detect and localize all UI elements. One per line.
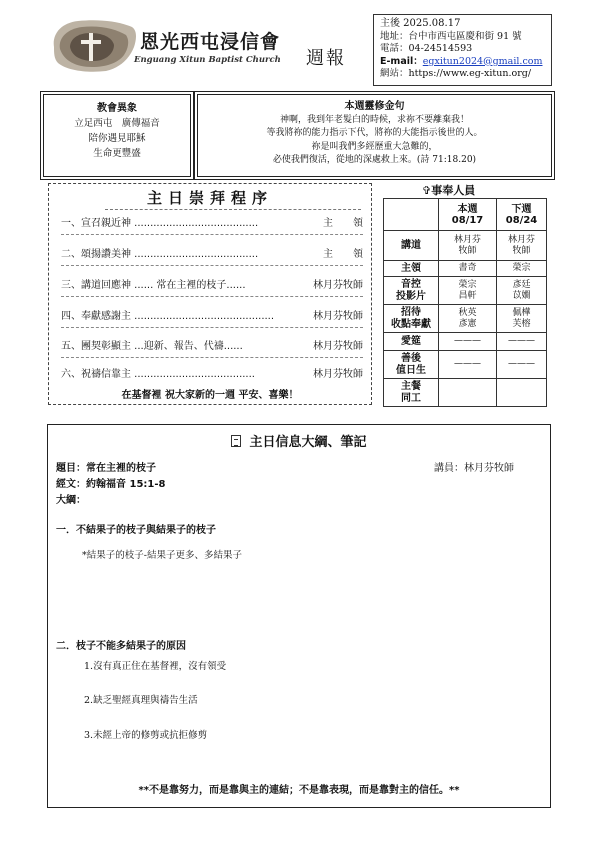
this-week-cell xyxy=(439,351,497,379)
phone: 電話：04-24514593 xyxy=(380,43,473,55)
program-item-person: 林月芬牧師 xyxy=(313,311,363,322)
verse-line: 必使我們復活，從地的深處救上來。(詩 71:18.20) xyxy=(272,155,477,165)
program-item xyxy=(61,337,363,351)
staff-name: 佩樺 xyxy=(512,307,531,318)
cross-logo-icon xyxy=(48,17,140,73)
role-cell xyxy=(384,333,439,351)
table-row xyxy=(384,261,547,277)
program-item-label: 四、奉獻感謝主 ............................................ xyxy=(61,311,275,322)
service-date: 主後 2025.08.17 xyxy=(380,18,461,29)
church-name-en: Enguang Xitun Baptist Church xyxy=(134,55,281,65)
outline-sub-point: 1.沒有真正住在基督裡，沒有領受 xyxy=(84,661,227,672)
contact-info-box xyxy=(373,14,552,86)
staff-name: 林月芬 xyxy=(453,234,481,245)
program-item xyxy=(61,276,363,290)
program-title: 主日崇拜程序 xyxy=(146,189,273,207)
this-week-cell xyxy=(439,379,497,407)
doc-title: 週報 xyxy=(306,48,346,69)
divider xyxy=(61,265,363,266)
staff-name: 昌軒 xyxy=(458,290,477,301)
next-week-cell xyxy=(497,351,547,379)
worship-program xyxy=(48,183,383,405)
divider xyxy=(61,327,363,328)
program-item-person: 林月芬牧師 xyxy=(313,280,363,291)
program-item-label: 一、宣召親近神 ....................................... xyxy=(61,218,259,229)
staff-name: 彥廷 xyxy=(512,279,531,290)
vision-line: 立足西屯 廣傳福音 xyxy=(74,118,160,129)
email-label: E-mail： xyxy=(380,55,423,67)
staff-name: 榮宗 xyxy=(458,279,477,290)
vision-line: 生命更豐盛 xyxy=(93,148,141,159)
program-item-person: 林月芬牧師 xyxy=(313,369,363,380)
role-label: 講道 xyxy=(401,239,421,251)
document-icon xyxy=(231,435,241,447)
program-item-label: 六、祝禱信靠主 ...................................... xyxy=(61,369,255,380)
role-label: 音控 xyxy=(401,278,421,290)
verse-line: 等我將祢的能力指示下代，將祢的大能指示後世的人。 xyxy=(266,128,483,138)
staff-name: ——— xyxy=(454,359,481,369)
outline-note: *結果子的枝子-結果子更多、多結果子 xyxy=(82,550,242,561)
verse-heading: 本週靈修金句 xyxy=(344,101,405,112)
vision-line: 陪你遇見耶穌 xyxy=(88,133,146,144)
divider xyxy=(61,234,363,235)
email-link[interactable]: egxitun2024@gmail.com xyxy=(422,55,543,67)
table-row xyxy=(384,277,547,305)
outline-point-1: 一．不結果子的枝子與結果子的枝子 xyxy=(56,525,216,536)
sermon-topic: 題目：常在主裡的枝子 xyxy=(56,463,156,474)
next-week-cell xyxy=(497,261,547,277)
role-label: 投影片 xyxy=(396,290,426,302)
role-label: 招待 xyxy=(401,306,421,318)
staff-name: ——— xyxy=(454,336,481,346)
this-week-cell xyxy=(439,305,497,333)
program-item xyxy=(61,245,383,260)
role-cell xyxy=(384,351,439,379)
sermon-scripture: 經文：約翰福音 15:1-8 xyxy=(56,479,166,490)
church-logo xyxy=(48,17,298,75)
staff-name: ——— xyxy=(508,359,535,369)
role-cell xyxy=(384,231,439,261)
role-label: 主餐 xyxy=(401,380,421,392)
email-row xyxy=(380,56,545,69)
divider xyxy=(61,296,363,297)
program-item xyxy=(61,307,363,321)
role-label: 愛筵 xyxy=(401,335,421,347)
table-row xyxy=(384,231,547,261)
role-cell xyxy=(384,277,439,305)
table-header-row xyxy=(384,199,547,231)
website[interactable]: 網站：https://www.eg-xitun.org/ xyxy=(380,68,532,80)
table-corner-cell xyxy=(384,199,439,231)
staff-title: ✞事奉人員 xyxy=(422,184,476,197)
staff-name: ——— xyxy=(508,336,535,346)
table-row xyxy=(384,351,547,379)
role-label: 主領 xyxy=(401,262,421,274)
this-week-cell xyxy=(439,231,497,261)
staff-name: 牧師 xyxy=(512,245,531,256)
staff-name: 秋英 xyxy=(458,307,477,318)
staff-table xyxy=(383,198,547,407)
header-date: 08/17 xyxy=(451,214,484,226)
verse-line: 神啊，我到年老髮白的時候，求祢不要離棄我！ xyxy=(279,114,469,125)
column-header-this-week xyxy=(439,199,497,231)
staff-name: 書奇 xyxy=(458,263,477,273)
staff-name: 牧師 xyxy=(458,245,477,256)
outline-label: 大綱： xyxy=(56,495,86,506)
next-week-cell xyxy=(497,277,547,305)
sermon-conclusion: **不是靠努力，而是靠與主的連結；不是靠表現，而是靠對主的信任。** xyxy=(138,785,460,796)
divider xyxy=(61,357,363,358)
outline-sub-point: 2.缺乏聖經真理與禱告生活 xyxy=(84,695,198,706)
role-label: 善後 xyxy=(401,352,421,364)
role-label: 值日生 xyxy=(396,364,426,376)
staff-name: 林月芬 xyxy=(507,234,535,245)
program-item-label: 二、頌揚讚美神 ....................................... xyxy=(61,249,259,260)
this-week-cell xyxy=(439,333,497,351)
header-date: 08/24 xyxy=(505,214,538,226)
program-item-person: 林月芬牧師 xyxy=(313,341,363,352)
address: 地址：台中市西屯區慶和街 91 號 xyxy=(380,30,522,42)
notes-heading xyxy=(48,431,550,450)
header-label: 下週 xyxy=(511,203,532,215)
table-row xyxy=(384,333,547,351)
next-week-cell xyxy=(497,333,547,351)
notes-heading-text: 主日信息大綱、筆記 xyxy=(249,435,367,450)
role-cell xyxy=(384,305,439,333)
church-vision-box xyxy=(43,94,191,177)
this-week-cell xyxy=(439,261,497,277)
program-blessing: 在基督裡 祝大家新的一週 平安、喜樂！ xyxy=(121,390,299,401)
church-name: 恩光西屯浸信會 xyxy=(140,31,281,53)
role-cell xyxy=(384,261,439,277)
header-label: 本週 xyxy=(457,203,478,215)
staff-name: 榮宗 xyxy=(512,263,531,273)
staff-name: 苡嫺 xyxy=(512,290,531,301)
table-row xyxy=(384,305,547,333)
program-item-label: 三、講道回應神 ...... 常在主裡的枝子...... xyxy=(61,280,246,291)
program-item-person: 主領 xyxy=(323,249,383,260)
role-label: 同工 xyxy=(401,392,421,404)
role-cell xyxy=(384,379,439,407)
this-week-cell xyxy=(439,277,497,305)
program-item xyxy=(61,214,383,229)
staff-name: 彥憲 xyxy=(458,318,477,329)
program-item xyxy=(61,365,363,379)
next-week-cell xyxy=(497,305,547,333)
sermon-notes-box xyxy=(47,424,551,808)
next-week-cell xyxy=(497,231,547,261)
table-row xyxy=(384,379,547,407)
verse-line: 祢是叫我們多經歷重大急難的， xyxy=(311,141,438,152)
vision-heading: 教會異象 xyxy=(97,103,137,114)
outline-sub-point: 3.未經上帝的修剪或抗拒修剪 xyxy=(84,730,208,741)
staff-name: 芙榕 xyxy=(512,318,531,329)
next-week-cell xyxy=(497,379,547,407)
role-label: 收點奉獻 xyxy=(391,318,431,330)
program-item-person: 主領 xyxy=(323,218,383,229)
memory-verse-box xyxy=(197,94,552,177)
divider xyxy=(105,209,361,210)
sermon-speaker: 講員：林月芬牧師 xyxy=(434,463,514,474)
column-header-next-week xyxy=(497,199,547,231)
program-item-label: 五、團契彰顯主 ...迎新、報告、代禱...... xyxy=(61,341,243,352)
outline-point-2: 二．枝子不能多結果子的原因 xyxy=(56,641,186,652)
